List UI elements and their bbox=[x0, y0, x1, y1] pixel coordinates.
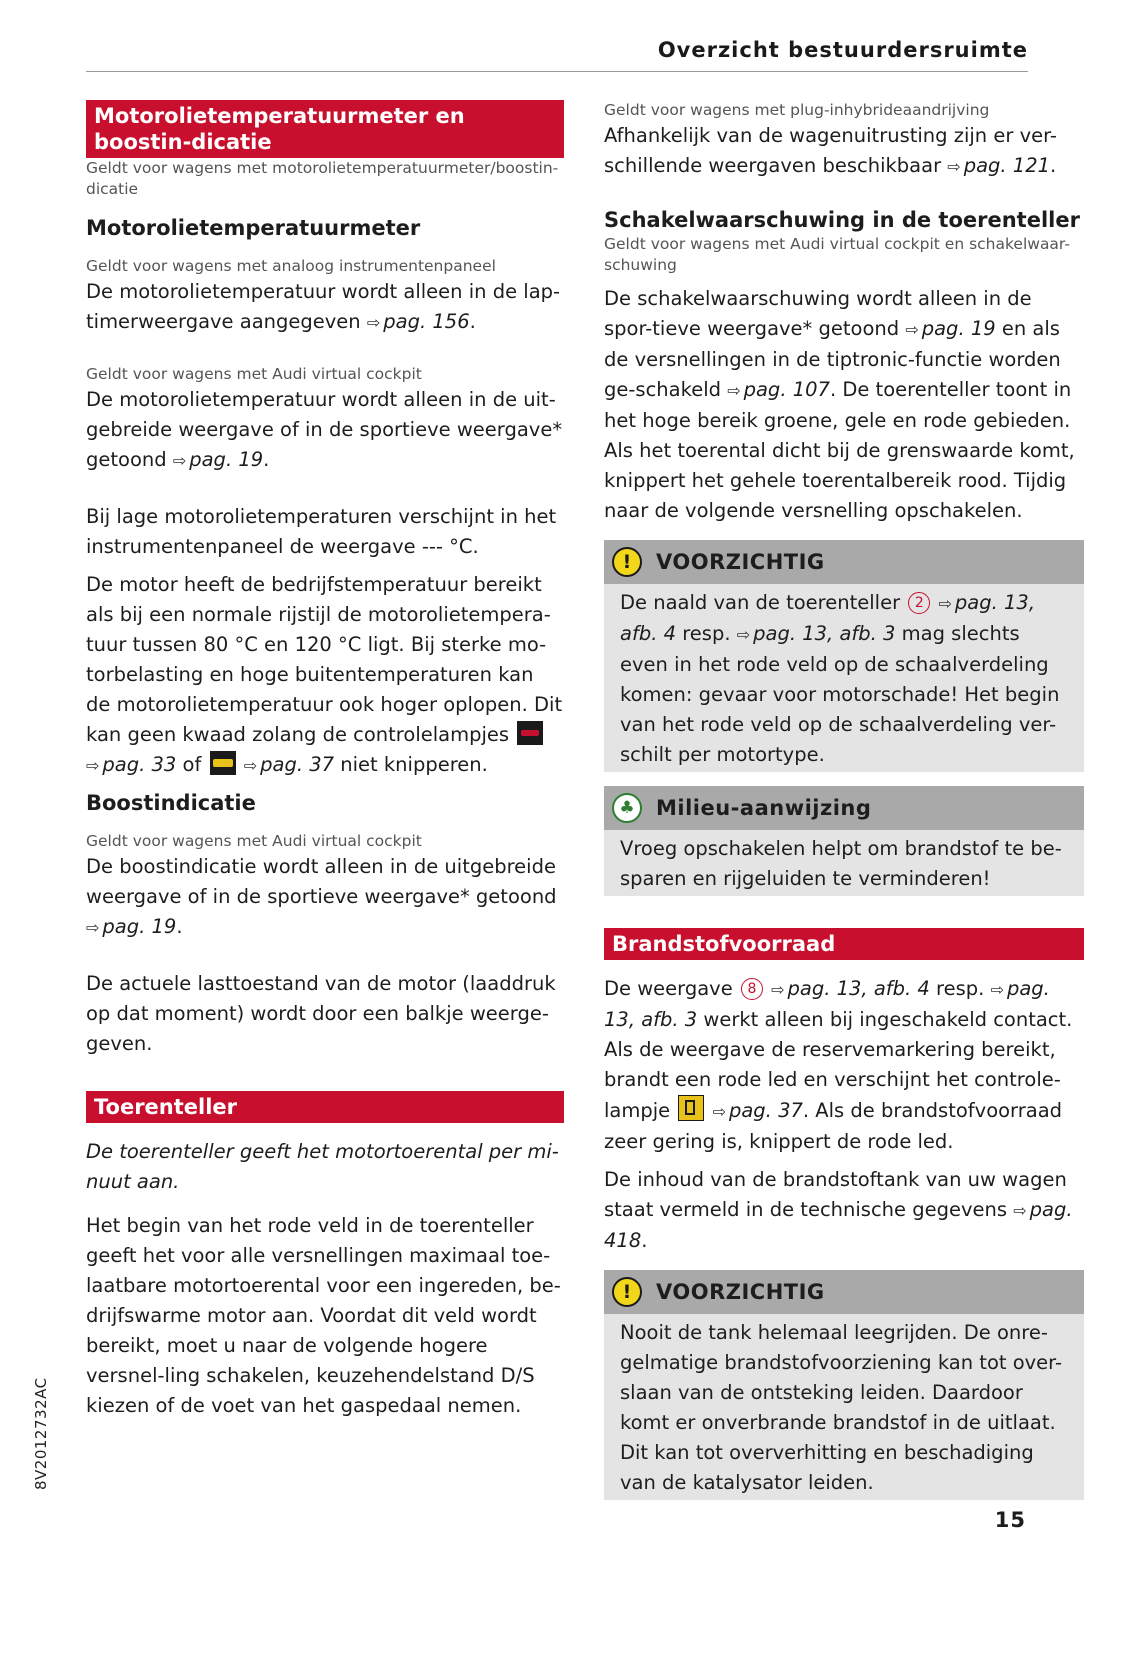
text: niet knipperen. bbox=[340, 753, 488, 776]
subsection-title-shift-warning: Schakelwaarschuwing in de toerenteller bbox=[604, 208, 1080, 232]
warning-icon: ! bbox=[612, 1277, 642, 1307]
subsection-title-oil-temp: Motorolietemperatuurmeter bbox=[86, 216, 421, 240]
text: . Als de brandstofvoorraad zeer gering is, knippert de rode led. bbox=[604, 1099, 1063, 1153]
arrow-right-icon: ⇨ bbox=[736, 625, 751, 644]
page-reference[interactable]: pag. 107 bbox=[743, 378, 830, 401]
text: De motor heeft de bedrijfstemperatuur bereikt als bij een normale rijstijl de motorolietempera-tuur tussen 80 °C en 120 °C ligt. Bij sterke mo-torbelasting en hoge buitentemperaturen kan de motorolietemperatuur ook hoger oplopen. Dit kan geen kwaad zolang de controlelampjes bbox=[86, 573, 563, 746]
page-reference[interactable]: pag. 33 bbox=[102, 753, 177, 776]
arrow-right-icon: ⇨ bbox=[771, 980, 785, 999]
text: resp. bbox=[936, 977, 985, 1000]
paragraph-analog: De motorolietemperatuur wordt alleen in de lap-timerweergave aangegeven ⇨ pag. 156. bbox=[86, 280, 561, 333]
environment-note-body bbox=[604, 830, 1084, 896]
arrow-right-icon: ⇨ bbox=[172, 451, 187, 470]
arrow-right-icon: ⇨ bbox=[727, 381, 741, 400]
section-title-oil-boost: Motorolietemperatuurmeter en boostin-dicatie bbox=[86, 100, 564, 158]
caution-title: VOORZICHTIG bbox=[656, 1280, 825, 1304]
caution-text bbox=[620, 588, 1068, 770]
arrow-right-icon: ⇨ bbox=[86, 756, 100, 775]
caution-title: VOORZICHTIG bbox=[656, 550, 825, 574]
paragraph-tank: De inhoud van de brandstoftank van uw wagen staat vermeld in de technische gegevens ⇨ pag. 418. bbox=[604, 1168, 1073, 1252]
arrow-right-icon: ⇨ bbox=[366, 313, 381, 332]
paragraph-load: De actuele lasttoestand van de motor (laaddruk op dat moment) wordt door een balkje weerge-geven. bbox=[86, 972, 556, 1055]
paragraph-virtual: De motorolietemperatuur wordt alleen in de uit-gebreide weergave of in de sportieve weergave* getoond ⇨ pag. 19. bbox=[86, 388, 563, 471]
arrow-right-icon: ⇨ bbox=[712, 1102, 726, 1121]
header-divider bbox=[86, 71, 1028, 72]
document-code: 8V2012732AC bbox=[32, 1377, 50, 1490]
fuel-pump-icon bbox=[678, 1095, 704, 1121]
paragraph-tacho-intro: De toerenteller geeft het motortoerental per mi-nuut aan. bbox=[86, 1140, 559, 1193]
arrow-right-icon: ⇨ bbox=[86, 918, 100, 937]
environment-note-box bbox=[604, 786, 1084, 896]
paragraph-shift-warning bbox=[604, 284, 1084, 526]
page-reference[interactable]: pag. 13, afb. 3 bbox=[604, 977, 1050, 1031]
paragraph-operating-temp bbox=[86, 570, 564, 781]
warning-icon: ! bbox=[612, 547, 642, 577]
arrow-right-icon: ⇨ bbox=[243, 756, 258, 775]
page-reference[interactable]: pag. 13, afb. 4 bbox=[620, 591, 1036, 645]
environment-note-title: Milieu-aanwijzing bbox=[656, 796, 872, 820]
page-reference[interactable]: pag. 37 bbox=[728, 1099, 803, 1122]
applies-note: Geldt voor wagens met analoog instrumentenpaneel bbox=[86, 257, 496, 275]
oil-pressure-warning-icon bbox=[517, 721, 543, 745]
page-reference[interactable]: pag. 418 bbox=[604, 1198, 1073, 1252]
oil-level-warning-icon bbox=[210, 751, 236, 775]
text: en als de versnellingen in de tiptronic-functie worden ge-schakeld bbox=[604, 317, 1061, 401]
applies-note: Geldt voor wagens met Audi virtual cockpit en schakelwaar-schuwing bbox=[604, 235, 1070, 274]
caution-body bbox=[604, 584, 1084, 772]
environment-note-header bbox=[604, 786, 1084, 830]
text: De naald van de toerenteller bbox=[620, 591, 901, 614]
text: werkt alleen bij ingeschakeld contact. Als de weergave de reservemarkering bereikt, brandt een rode led en verschijnt het controle-lampje bbox=[604, 1008, 1073, 1122]
page-reference[interactable]: pag. 121 bbox=[963, 154, 1051, 177]
caution-body bbox=[604, 1314, 1084, 1500]
text: . De toerenteller toont in het hoge bereik groene, gele en rode gebieden. Als het toerental dicht bij de grenswaarde komt, knippert het gehele toerentalbereik rood. Tijdig naar de volgende versnelling opschakelen. bbox=[604, 378, 1075, 522]
arrow-right-icon: ⇨ bbox=[1013, 1201, 1027, 1220]
text: resp. bbox=[682, 622, 731, 645]
caution-box-fuel bbox=[604, 1270, 1084, 1500]
left-column bbox=[86, 100, 564, 1421]
text: De weergave bbox=[604, 977, 733, 1000]
paragraph-boost: De boostindicatie wordt alleen in de uitgebreide weergave of in de sportieve weergave* getoond ⇨ pag. 19. bbox=[86, 855, 557, 938]
paragraph-plugin: Afhankelijk van de wagenuitrusting zijn er ver-schillende weergaven beschikbaar ⇨ pag. 121. bbox=[604, 124, 1057, 177]
caution-text: Nooit de tank helemaal leegrijden. De onre-gelmatige brandstofvoorziening kan tot over-slaan van de ontsteking leiden. Daardoor komt er onverbrande brandstof in de uitlaat. Dit kan tot oververhitting en beschadiging van de katalysator leiden. bbox=[620, 1321, 1062, 1494]
subsection-title-boost: Boostindicatie bbox=[86, 791, 256, 815]
caution-box-tachometer bbox=[604, 540, 1084, 772]
page-reference[interactable]: pag. 19 bbox=[921, 317, 996, 340]
text: De motorolietemperatuur wordt alleen in de lap-timerweergave aangegeven bbox=[86, 280, 561, 333]
text: of bbox=[182, 753, 202, 776]
caution-header bbox=[604, 1270, 1084, 1314]
page-reference[interactable]: pag. 13, afb. 3 bbox=[753, 622, 896, 645]
applies-note: Geldt voor wagens met plug-inhybrideaandrijving bbox=[604, 101, 990, 119]
text: De inhoud van de brandstoftank van uw wagen staat vermeld in de technische gegevens bbox=[604, 1168, 1067, 1221]
applies-note: Geldt voor wagens met motorolietemperatuurmeter/boostin-dicatie bbox=[86, 159, 559, 198]
page-header-title: Overzicht bestuurdersruimte bbox=[657, 38, 1028, 62]
paragraph-low-temp: Bij lage motorolietemperaturen verschijnt in het instrumentenpaneel de weergave --- °C. bbox=[86, 505, 557, 558]
arrow-right-icon: ⇨ bbox=[938, 594, 952, 613]
paragraph-fuel bbox=[604, 974, 1084, 1157]
text: De boostindicatie wordt alleen in de uitgebreide weergave of in de sportieve weergave* getoond bbox=[86, 855, 557, 908]
text: De schakelwaarschuwing wordt alleen in de spor-tieve weergave* getoond bbox=[604, 287, 1032, 340]
page-reference[interactable]: pag. 19 bbox=[189, 448, 264, 471]
tree-icon: ♣ bbox=[612, 793, 642, 823]
text: mag slechts even in het rode veld op de schaalverdeling komen: gevaar voor motorschade! Het begin van het rode veld op de schaalverdeling ver-schilt per motortype. bbox=[620, 622, 1060, 766]
caution-header bbox=[604, 540, 1084, 584]
section-title-tachometer: Toerenteller bbox=[86, 1091, 564, 1123]
callout-marker: 2 bbox=[908, 592, 930, 614]
page-reference[interactable]: pag. 37 bbox=[260, 753, 335, 776]
arrow-right-icon: ⇨ bbox=[905, 320, 919, 339]
page-number: 15 bbox=[994, 1508, 1026, 1532]
applies-note: Geldt voor wagens met Audi virtual cockpit bbox=[86, 365, 422, 383]
right-column bbox=[604, 100, 1084, 1500]
page-reference[interactable]: pag. 156 bbox=[383, 310, 470, 333]
section-title-fuel: Brandstofvoorraad bbox=[604, 928, 1084, 960]
paragraph-tacho: Het begin van het rode veld in de toerenteller geeft het voor alle versnellingen maximaal toe-laatbare motortoerental voor een ingereden, be-drijfswarme motor aan. Voordat dit veld wordt bereikt, moet u naar de volgende hogere versnel-ling schakelen, keuzehendelstand D/S kiezen of de voet van het gaspedaal nemen. bbox=[86, 1214, 561, 1417]
text: Afhankelijk van de wagenuitrusting zijn er ver-schillende weergaven beschikbaar bbox=[604, 124, 1057, 177]
callout-marker: 8 bbox=[741, 978, 763, 1000]
page-reference[interactable]: pag. 19 bbox=[102, 915, 177, 938]
page-reference[interactable]: pag. 13, afb. 4 bbox=[787, 977, 930, 1000]
arrow-right-icon: ⇨ bbox=[990, 980, 1004, 999]
text: De motorolietemperatuur wordt alleen in de uit-gebreide weergave of in de sportieve weergave* getoond bbox=[86, 388, 563, 471]
environment-note-text: Vroeg opschakelen helpt om brandstof te be-sparen en rijgeluiden te verminderen! bbox=[620, 837, 1062, 890]
applies-note: Geldt voor wagens met Audi virtual cockpit bbox=[86, 832, 422, 850]
arrow-right-icon: ⇨ bbox=[947, 157, 961, 176]
